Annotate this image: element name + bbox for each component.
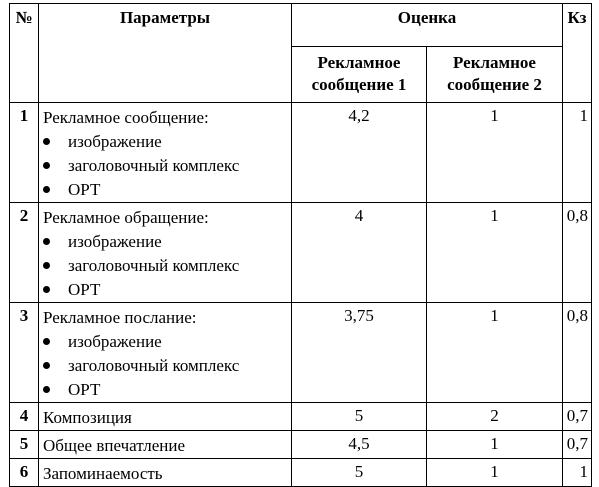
value-message-2: 1 [427, 431, 563, 459]
value-message-2: 1 [427, 103, 563, 203]
value-message-2: 2 [427, 403, 563, 431]
bullet-icon [43, 138, 50, 145]
bullet-icon [43, 238, 50, 245]
header-message-2-line1: Рекламное [453, 53, 536, 72]
bullet-icon [43, 186, 50, 193]
list-item: заголовочный комплекс [43, 354, 291, 378]
bullet-icon [43, 338, 50, 345]
value-message-2: 1 [427, 459, 563, 487]
list-item: изображение [43, 230, 291, 254]
row-number: 1 [10, 103, 39, 203]
value-message-1: 3,75 [292, 303, 427, 403]
row-parameter [39, 203, 292, 303]
table-row [10, 203, 592, 303]
header-message-1-line1: Рекламное [317, 53, 401, 72]
table-row [10, 103, 592, 203]
parameter-title: Рекламное послание: [43, 308, 197, 327]
value-message-1: 5 [292, 459, 427, 487]
list-item: ОРТ [43, 178, 291, 202]
value-message-1: 5 [292, 403, 427, 431]
row-parameter: Запоминаемость [39, 459, 292, 487]
row-parameter: Общее впечатление [39, 431, 292, 459]
row-parameter: Композиция [39, 403, 292, 431]
bullet-icon [43, 162, 50, 169]
parameter-subitems [43, 130, 291, 202]
row-number: 6 [10, 459, 39, 487]
header-parameters: Параметры [39, 4, 292, 103]
list-item: ОРТ [43, 378, 291, 402]
header-message-1 [292, 47, 427, 103]
parameter-subitems [43, 230, 291, 302]
parameter-title: Рекламное сообщение: [43, 108, 209, 127]
value-kz: 1 [563, 103, 592, 203]
parameter-title: Рекламное обращение: [43, 208, 209, 227]
header-number: № [10, 4, 39, 103]
list-item: заголовочный комплекс [43, 254, 291, 278]
table-row [10, 403, 592, 431]
row-number: 3 [10, 303, 39, 403]
parameter-subitems [43, 330, 291, 402]
value-message-2: 1 [427, 303, 563, 403]
header-kz: Кз [563, 4, 592, 103]
list-item: изображение [43, 330, 291, 354]
bullet-icon [43, 362, 50, 369]
row-number: 2 [10, 203, 39, 303]
evaluation-table [9, 3, 592, 487]
header-message-2 [427, 47, 563, 103]
value-kz: 0,7 [563, 431, 592, 459]
header-message-1-line2: сообщение 1 [311, 75, 407, 94]
bullet-icon [43, 262, 50, 269]
row-number: 4 [10, 403, 39, 431]
value-message-1: 4 [292, 203, 427, 303]
table-row [10, 303, 592, 403]
row-parameter [39, 303, 292, 403]
value-message-1: 4,2 [292, 103, 427, 203]
table-row [10, 431, 592, 459]
list-item: заголовочный комплекс [43, 154, 291, 178]
table-row [10, 459, 592, 487]
row-parameter [39, 103, 292, 203]
bullet-icon [43, 286, 50, 293]
list-item: ОРТ [43, 278, 291, 302]
list-item: изображение [43, 130, 291, 154]
value-kz: 0,8 [563, 303, 592, 403]
row-number: 5 [10, 431, 39, 459]
value-kz: 1 [563, 459, 592, 487]
header-rating: Оценка [292, 4, 563, 47]
value-message-1: 4,5 [292, 431, 427, 459]
header-message-2-line2: сообщение 2 [447, 75, 542, 94]
value-kz: 0,7 [563, 403, 592, 431]
value-message-2: 1 [427, 203, 563, 303]
bullet-icon [43, 386, 50, 393]
value-kz: 0,8 [563, 203, 592, 303]
